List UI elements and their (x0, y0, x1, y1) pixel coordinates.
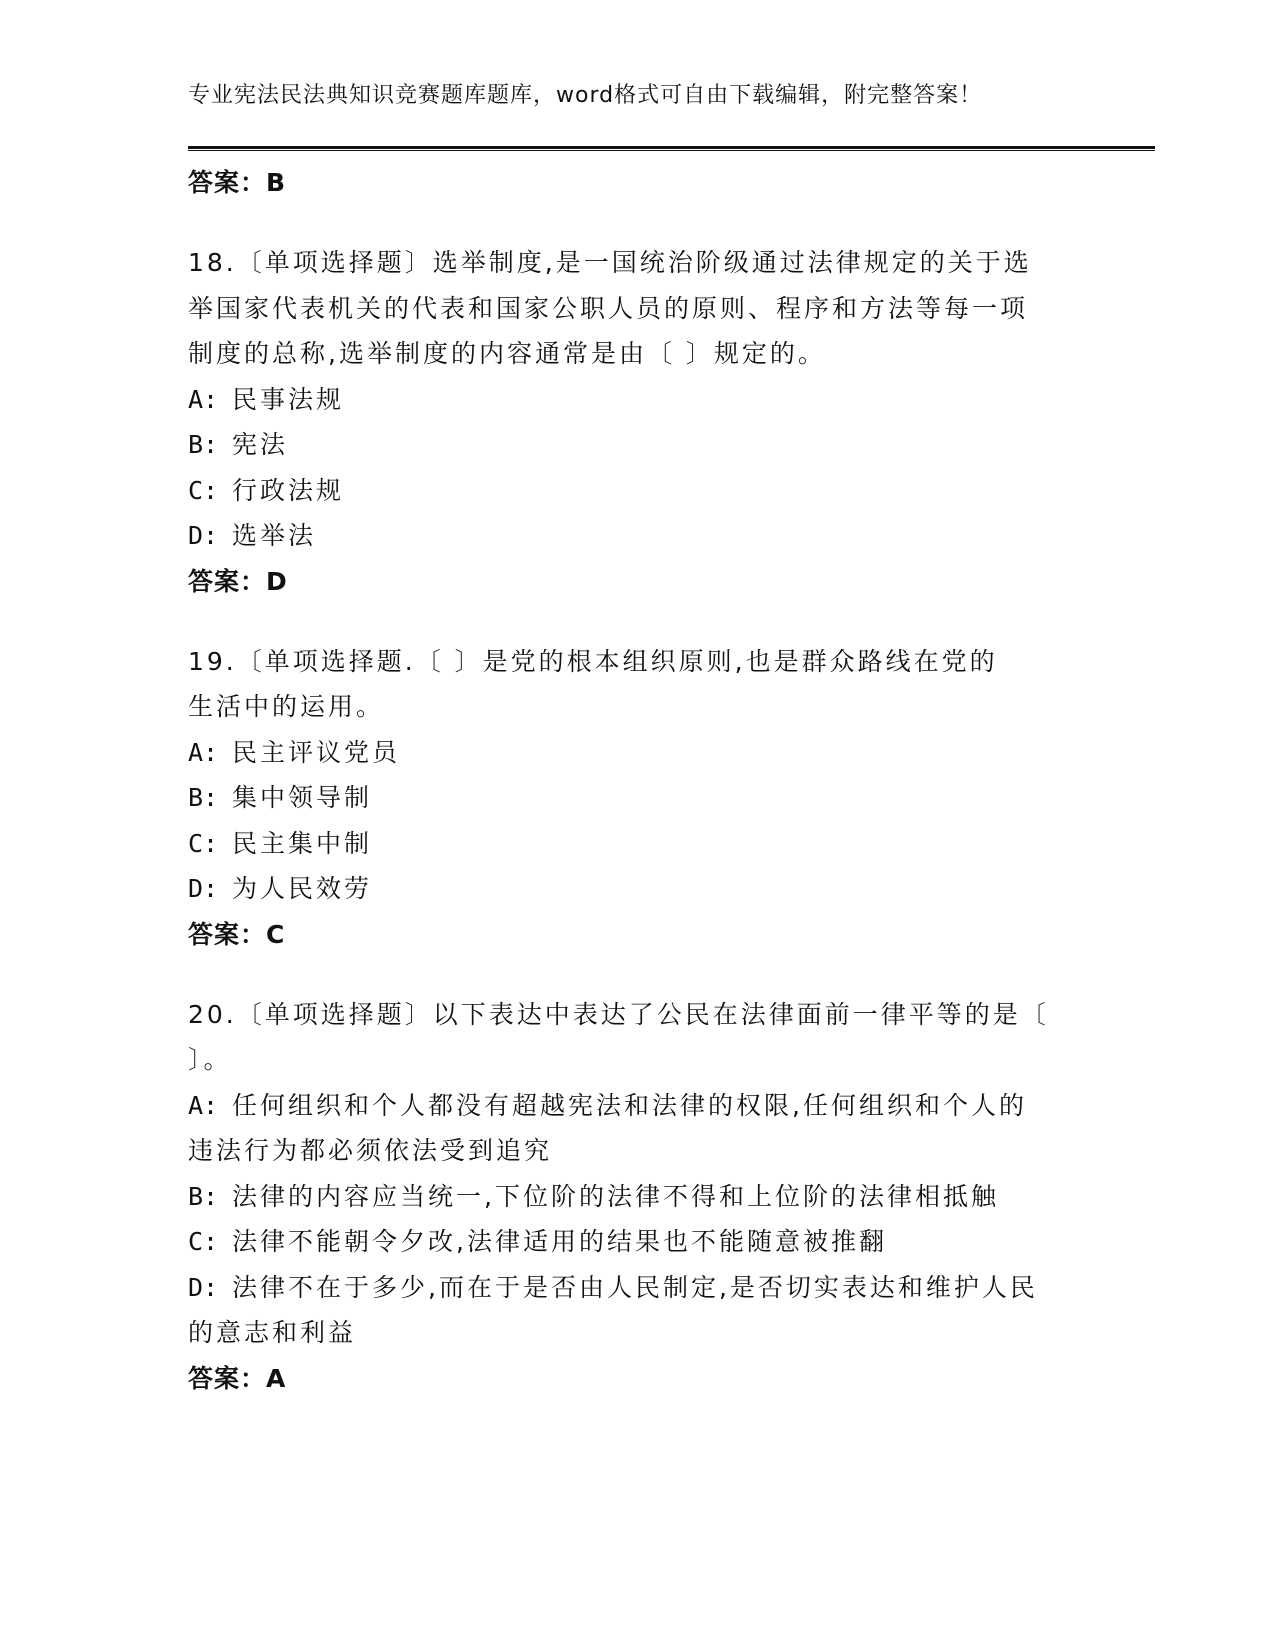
option-text: 选举法 (232, 521, 317, 550)
option-key: A: (188, 1090, 219, 1120)
question-text-line: 〕。 (188, 1045, 232, 1074)
answer-line: 答案：B (188, 168, 287, 197)
option-key: D: (188, 521, 219, 550)
option-text: 民主集中制 (232, 828, 373, 858)
option-text: 行政法规 (232, 475, 345, 505)
option-b (188, 422, 1088, 468)
option-text: 集中领导制 (232, 783, 373, 812)
question-text-line: 生活中的运用。 (188, 692, 385, 721)
option-key: C: (188, 475, 219, 505)
question-text-line: 18.〔单项选择题〕选举制度,是一国统治阶级通过法律规定的关于选 (188, 248, 1032, 277)
option-text: 法律不在于多少,而在于是否由人民制定,是否切实表达和维护人民 (232, 1272, 1038, 1302)
option-text: 为人民效劳 (232, 874, 373, 903)
option-text: 法律的内容应当统一,下位阶的法律不得和上位阶的法律相抵触 (232, 1181, 999, 1211)
question-20 (188, 992, 1088, 1402)
answer-line: 答案：D (188, 566, 288, 596)
option-d (188, 866, 1088, 912)
option-key: B: (188, 783, 219, 812)
option-c (188, 1219, 1088, 1265)
option-key: A: (188, 384, 219, 414)
question-text-line: 20.〔单项选择题〕以下表达中表达了公民在法律面前一律平等的是〔 (188, 999, 1049, 1029)
option-c (188, 821, 1088, 867)
option-c (188, 468, 1088, 514)
option-text: 法律不能朝令夕改,法律适用的结果也不能随意被推翻 (232, 1227, 887, 1256)
answer-line: 答案：C (188, 919, 286, 949)
question-19 (188, 639, 1088, 958)
option-text: 民主评议党员 (232, 737, 401, 767)
document-body (188, 160, 1088, 1402)
option-b (188, 1174, 1088, 1220)
header-divider (188, 146, 1155, 151)
option-a (188, 377, 1088, 423)
option-key: A: (188, 737, 219, 767)
option-key: C: (188, 1227, 219, 1256)
page-header: 专业宪法民法典知识竞赛题库题库，word格式可自由下载编辑，附完整答案！ (188, 83, 983, 108)
option-key: D: (188, 874, 219, 903)
option-key: D: (188, 1272, 219, 1302)
question-text-line: 制度的总称,选举制度的内容通常是由〔 〕规定的。 (188, 339, 826, 368)
option-a-continued: 违法行为都必须依法受到追究 (188, 1136, 553, 1165)
question-text-line: 举国家代表机关的代表和国家公职人员的原则、程序和方法等每一项 (188, 293, 1029, 323)
option-d-continued: 的意志和利益 (188, 1318, 357, 1347)
option-key: B: (188, 1181, 219, 1211)
option-d (188, 513, 1088, 559)
option-text: 任何组织和个人都没有超越宪法和法律的权限,任何组织和个人的 (232, 1090, 1027, 1120)
option-d (188, 1265, 1088, 1311)
option-a (188, 730, 1088, 776)
option-key: B: (188, 430, 219, 459)
option-text: 民事法规 (232, 384, 345, 414)
option-text: 宪法 (232, 430, 289, 459)
answer-line: 答案：A (188, 1363, 287, 1393)
option-b (188, 775, 1088, 821)
question-text-line: 19.〔单项选择题.〔 〕是党的根本组织原则,也是群众路线在党的 (188, 646, 998, 676)
question-18 (188, 240, 1088, 605)
option-key: C: (188, 828, 219, 858)
option-a (188, 1083, 1088, 1129)
